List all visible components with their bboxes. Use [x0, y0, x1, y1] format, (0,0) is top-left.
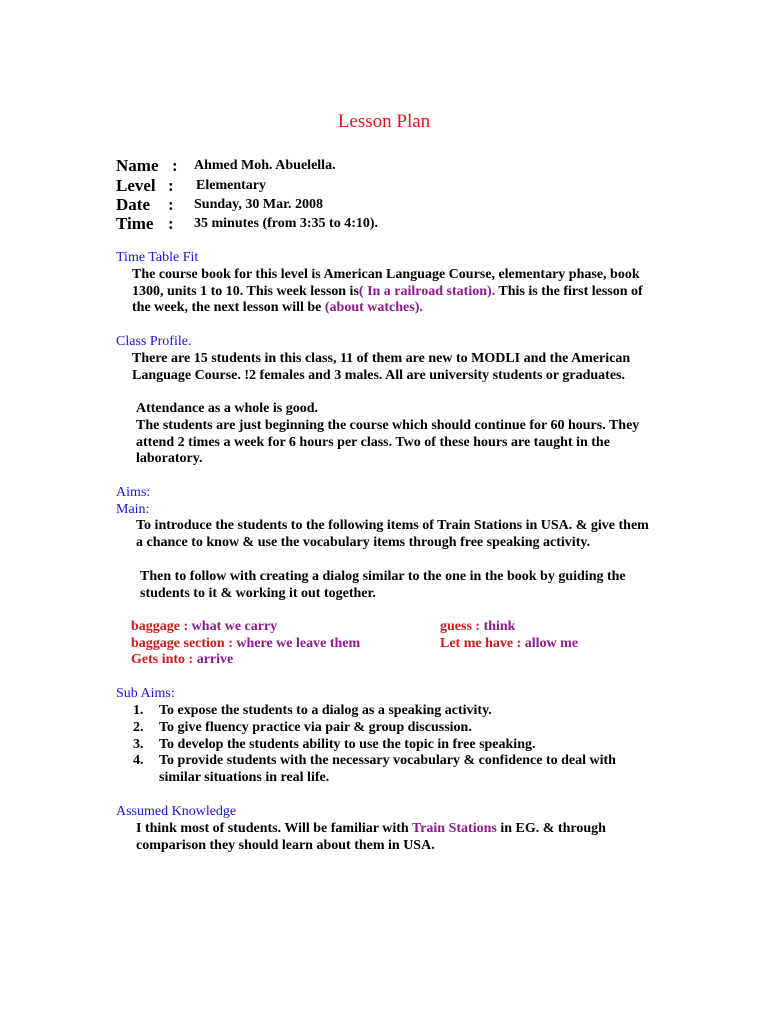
level-colon: : — [168, 176, 174, 195]
vocab-meaning: what we carry — [188, 619, 278, 634]
vocab-term: baggage : — [131, 619, 189, 634]
sub-aim-text: To expose the students to a dialog as a speaking activity. — [159, 703, 492, 718]
sub-aim-number: 3. — [133, 737, 144, 752]
vocab-item — [131, 636, 360, 652]
name-colon: : — [172, 156, 178, 175]
aims-main-paragraph-2: Then to follow with creating a dialog similar to the one in the book by guiding the students to it & working it out together. — [140, 569, 626, 601]
vocab-item — [440, 636, 578, 652]
sub-aim-number: 2. — [133, 720, 144, 735]
sub-aim-item — [133, 703, 653, 720]
sub-aim-number: 4. — [133, 753, 144, 768]
date-colon: : — [168, 195, 174, 214]
knowledge-heading: Assumed Knowledge — [116, 804, 237, 819]
vocab-term: Let me have : — [440, 636, 522, 651]
profile-heading: Class Profile. — [116, 334, 192, 349]
knowledge-paragraph — [116, 821, 656, 854]
vocab-term: guess : — [440, 619, 481, 634]
date-value: Sunday, 30 Mar. 2008 — [194, 197, 324, 212]
page-title: Lesson Plan — [337, 111, 431, 132]
level-row — [116, 176, 676, 196]
vocab-meaning: arrive — [193, 652, 234, 667]
name-row — [116, 156, 676, 176]
aims-heading: Aims: — [116, 485, 151, 500]
level-value: Elementary — [196, 178, 266, 193]
time-row — [116, 214, 676, 234]
sub-aim-text: To provide students with the necessary vocabulary & confidence to deal with similar situations in real life. — [159, 753, 616, 785]
level-label: Level — [116, 176, 156, 195]
timetable-text-2: This is the first lesson of the week, the next lesson will be — [132, 283, 643, 316]
sub-aim-item — [133, 720, 653, 737]
sub-aim-item — [133, 753, 643, 786]
aims-main-paragraph-1: To introduce the students to the following items of Train Stations in USA. & give them a chance to know & use the vocabulary items through free speaking activity. — [136, 518, 649, 550]
sub-aim-number: 1. — [133, 703, 144, 718]
sub-aim-item — [133, 737, 653, 754]
timetable-lesson-topic: ( In a railroad station). — [358, 283, 496, 299]
timetable-paragraph — [116, 267, 656, 317]
vocab-meaning: think — [480, 619, 516, 634]
vocab-item — [131, 652, 233, 668]
time-label: Time — [116, 214, 154, 233]
knowledge-text-1: I think most of students. Will be familiar with — [136, 821, 412, 836]
timetable-text-1: The course book for this level is American Language Course, elementary phase, book 1300, units 1 to 10. This week lesson is — [132, 267, 640, 299]
timetable-next-topic: (about watches). — [324, 300, 423, 316]
sub-aim-text: To give fluency practice via pair & group discussion. — [159, 720, 472, 735]
vocab-term: baggage section : — [131, 636, 233, 651]
vocab-item — [131, 619, 277, 635]
profile-paragraph-1: There are 15 students in this class, 11 of them are new to MODLI and the American Language Course. !2 females and 3 males. All are university students or graduates. — [132, 351, 631, 383]
profile-paragraph-2: Attendance as a whole is good. — [136, 401, 319, 416]
sub-aim-text: To develop the students ability to use the topic in free speaking. — [159, 737, 536, 752]
aims-main-heading: Main: — [116, 502, 150, 517]
knowledge-text-2: in EG. & through comparison they should learn about them in USA. — [136, 821, 606, 853]
name-label: Name — [116, 156, 159, 175]
knowledge-highlight: Train Stations — [411, 821, 497, 836]
date-label: Date — [116, 195, 150, 214]
timetable-heading: Time Table Fit — [116, 250, 199, 265]
date-row — [116, 195, 676, 215]
vocab-meaning: where we leave them — [232, 636, 361, 651]
profile-paragraph-3: The students are just beginning the course which should continue for 60 hours. They attend 2 times a week for 6 hours per class. Two of these hours are taught in the laboratory. — [136, 418, 640, 467]
time-value: 35 minutes (from 3:35 to 4:10). — [194, 216, 379, 231]
name-value: Ahmed Moh. Abuelella. — [194, 158, 336, 173]
sub-aims-heading: Sub Aims: — [116, 686, 175, 701]
vocab-item — [440, 619, 515, 635]
vocab-term: Gets into : — [131, 652, 194, 667]
vocab-meaning: allow me — [521, 636, 579, 651]
time-colon: : — [168, 214, 174, 233]
